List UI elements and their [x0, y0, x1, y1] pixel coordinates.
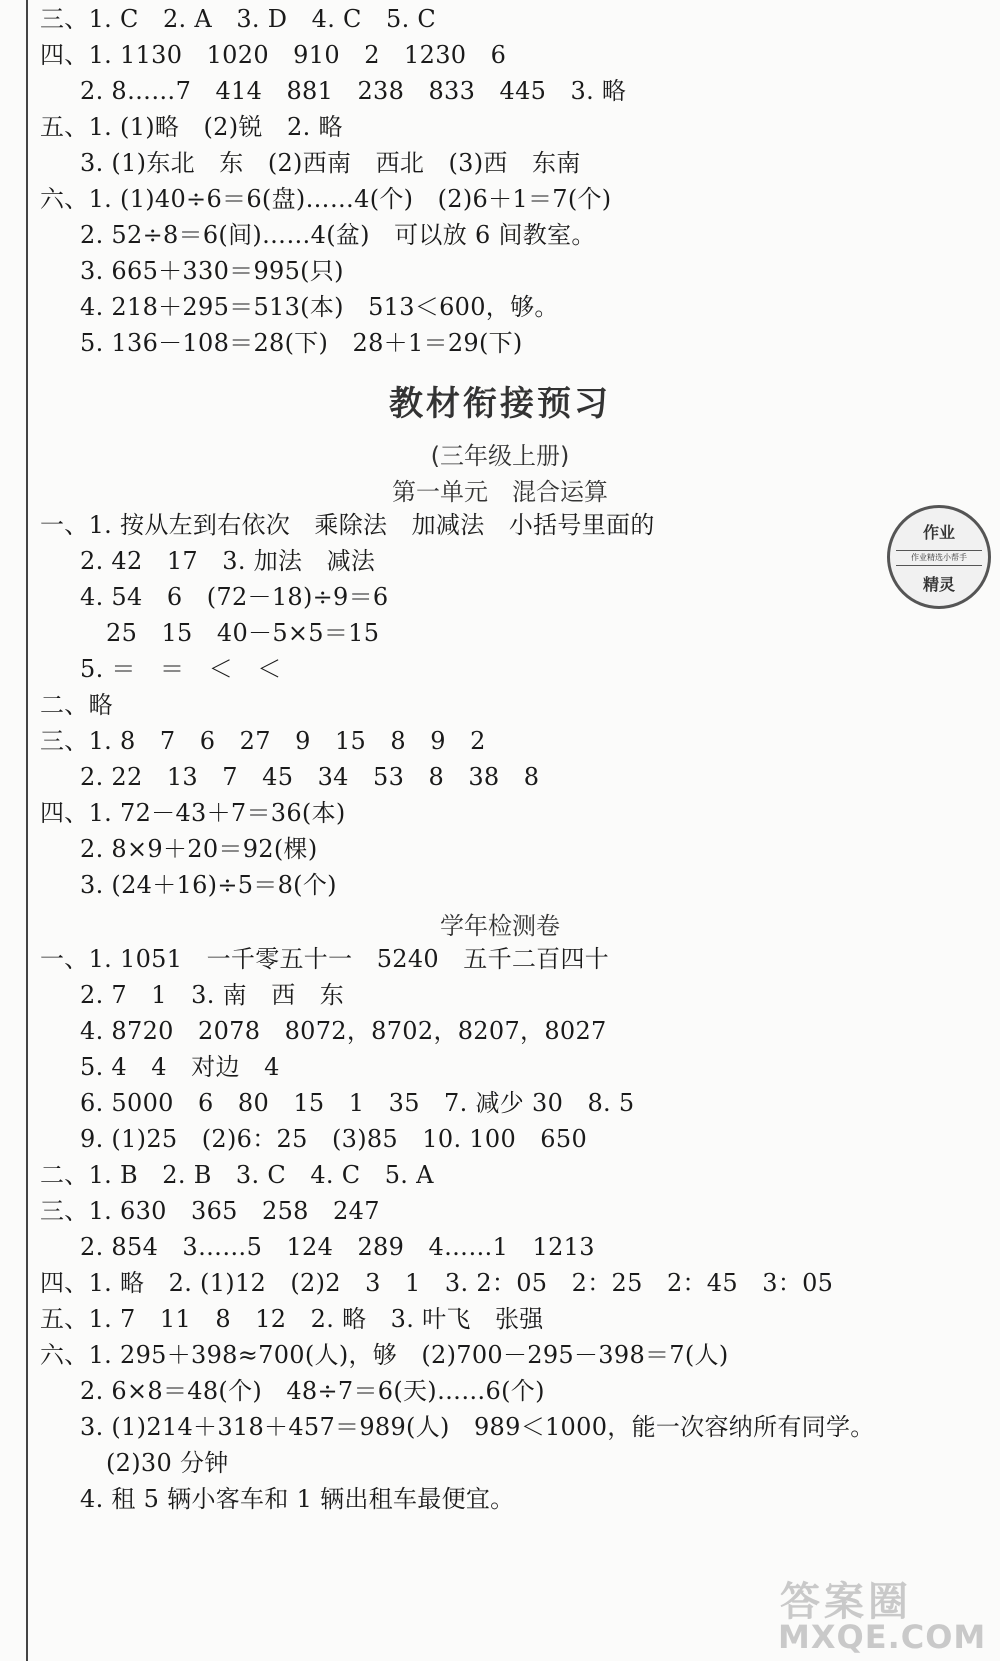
- answer-line: 三、1. C 2. A 3. D 4. C 5. C: [40, 5, 437, 33]
- answer-line: 2. 42 17 3. 加法 减法: [80, 547, 376, 575]
- exam-title: 学年检测卷: [440, 912, 560, 940]
- answer-line: 3. 665＋330＝995(只): [80, 257, 344, 285]
- watermark-url: MXQE.COM: [778, 1618, 987, 1656]
- stamp-bottom-text: 精灵: [922, 575, 955, 594]
- stamp-middle-text: 作业精选小帮手: [896, 550, 982, 566]
- answer-line: 2. 22 13 7 45 34 53 8 38 8: [80, 763, 540, 791]
- answer-line: 一、1. 按从左到右依次 乘除法 加减法 小括号里面的: [40, 511, 655, 539]
- answer-line: 2. 7 1 3. 南 西 东: [80, 981, 345, 1009]
- answer-line: 四、1. 略 2. (1)12 (2)2 3 1 3. 2：05 2：25 2：45 3：05: [40, 1269, 834, 1297]
- answer-line: 2. 52÷8＝6(间)……4(盆) 可以放 6 间教室。: [80, 221, 596, 249]
- brand-stamp: [887, 505, 991, 609]
- answer-line: 四、1. 72－43＋7＝36(本): [40, 799, 346, 827]
- answer-line: 3. (24＋16)÷5＝8(个): [80, 871, 337, 899]
- answer-line: 2. 6×8＝48(个) 48÷7＝6(天)……6(个): [80, 1377, 545, 1405]
- answer-line: 2. 8……7 414 881 238 833 445 3. 略: [80, 77, 627, 105]
- answer-line: 5. 4 4 对边 4: [80, 1053, 280, 1081]
- answer-line: 四、1. 1130 1020 910 2 1230 6: [40, 41, 507, 69]
- answer-line: 4. 8720 2078 8072，8702，8207，8027: [80, 1017, 607, 1045]
- answer-line: 一、1. 1051 一千零五十一 5240 五千二百四十: [40, 945, 610, 973]
- answer-line: 2. 854 3……5 124 289 4……1 1213: [80, 1233, 595, 1261]
- answer-line: 5. 136－108＝28(下) 28＋1＝29(下): [80, 329, 523, 357]
- margin-line: [26, 0, 28, 1661]
- answer-line: 三、1. 630 365 258 247: [40, 1197, 380, 1225]
- answer-line: 三、1. 8 7 6 27 9 15 8 9 2: [40, 727, 486, 755]
- watermark-title: 答案圈: [780, 1579, 912, 1625]
- answer-line: 3. (1)214＋318＋457＝989(人) 989＜1000，能一次容纳所有同学。: [80, 1413, 875, 1441]
- answer-line: 二、略: [40, 691, 113, 719]
- answer-line: (2)30 分钟: [106, 1449, 229, 1477]
- answer-line: 五、1. 7 11 8 12 2. 略 3. 叶飞 张强: [40, 1305, 544, 1333]
- answer-line: 4. 218＋295＝513(本) 513＜600，够。: [80, 293, 559, 321]
- answer-line: 3. (1)东北 东 (2)西南 西北 (3)西 东南: [80, 149, 581, 177]
- answer-line: 9. (1)25 (2)6：25 (3)85 10. 100 650: [80, 1125, 588, 1153]
- answer-line: 25 15 40－5×5＝15: [106, 619, 380, 647]
- unit-title: 第一单元 混合运算: [392, 478, 608, 506]
- answer-line: 二、1. B 2. B 3. C 4. C 5. A: [40, 1161, 434, 1189]
- site-watermark: [770, 1570, 985, 1656]
- stamp-top-text: 作业: [922, 523, 955, 542]
- answer-line: 2. 8×9＋20＝92(棵): [80, 835, 318, 863]
- section-heading: 教材衔接预习: [389, 384, 611, 424]
- answer-line: 4. 54 6 (72－18)÷9＝6: [80, 583, 389, 611]
- answer-line: 6. 5000 6 80 15 1 35 7. 减少 30 8. 5: [80, 1089, 635, 1117]
- answer-line: 六、1. 295＋398≈700(人)，够 (2)700－295－398＝7(人): [40, 1341, 729, 1369]
- answer-line: 五、1. (1)略 (2)锐 2. 略: [40, 113, 343, 141]
- answer-line: 5. ＝ ＝ ＜ ＜: [80, 655, 282, 683]
- answer-line: 六、1. (1)40÷6＝6(盘)……4(个) (2)6＋1＝7(个): [40, 185, 612, 213]
- answer-line: 4. 租 5 辆小客车和 1 辆出租车最便宜。: [80, 1485, 515, 1513]
- section-subheading: (三年级上册): [430, 442, 570, 470]
